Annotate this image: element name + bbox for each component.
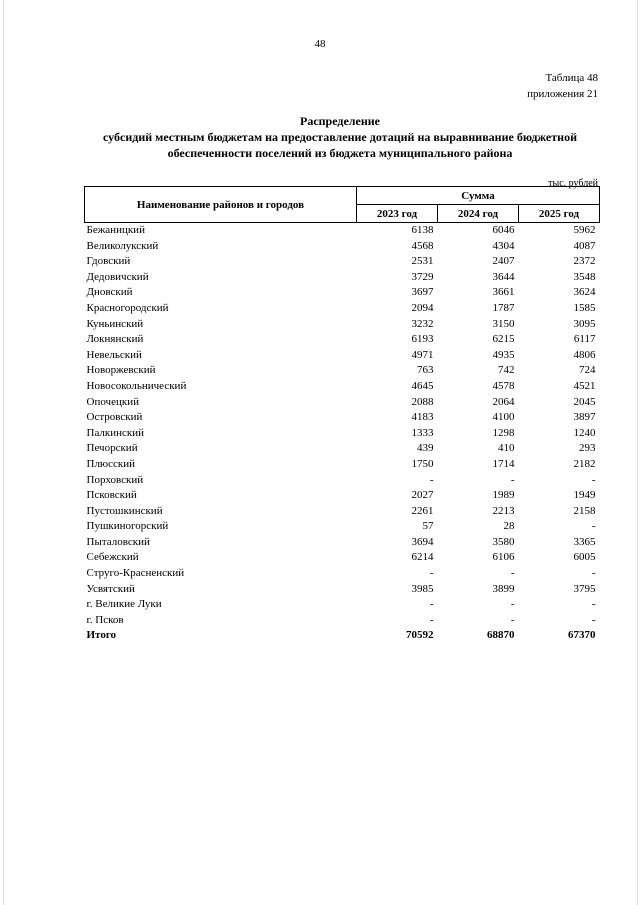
- amount-2023: -: [429, 598, 434, 611]
- amount-2024: -: [510, 567, 515, 580]
- table-row: [85, 473, 600, 489]
- district-name: Бежаницкий: [86, 224, 145, 236]
- amount-2024: -: [510, 613, 515, 626]
- amount-2024: 3644: [492, 270, 515, 283]
- amount-2023: -: [429, 613, 434, 626]
- amount-2024: 1989: [492, 489, 515, 502]
- amount-2025: 3095: [573, 317, 596, 330]
- amount-2024: 742: [498, 364, 515, 377]
- table-row: [85, 488, 600, 504]
- amount-2024: 2213: [492, 504, 515, 517]
- amount-2025: 2372: [573, 255, 596, 268]
- amount-2023: 4183: [411, 411, 434, 424]
- amount-2023: 70592: [406, 629, 434, 642]
- amount-2024: -: [510, 473, 515, 486]
- amount-2025: 67370: [568, 629, 596, 642]
- table-row: [85, 395, 600, 411]
- amount-2024: 68870: [487, 629, 515, 642]
- amount-2023: 3694: [411, 535, 434, 548]
- amount-2024: 2407: [492, 255, 515, 268]
- amount-2023: 2261: [411, 504, 434, 517]
- subsidy-table: [84, 186, 600, 644]
- amount-2023: 2531: [411, 255, 434, 268]
- amount-2024: 4100: [492, 411, 515, 424]
- amount-2024: 28: [503, 520, 515, 533]
- amount-2025: 6005: [573, 551, 596, 564]
- header-year-2025: 2025 год: [519, 205, 600, 223]
- table-row: [85, 457, 600, 473]
- district-name: Печорский: [86, 442, 138, 455]
- district-name: Порховский: [86, 473, 144, 486]
- amount-2023: 4568: [411, 239, 434, 252]
- amount-2025: 3548: [573, 270, 596, 283]
- total-row: [85, 628, 600, 644]
- amount-2025: 4087: [573, 239, 596, 252]
- amount-2024: 410: [498, 442, 515, 455]
- amount-2023: 2094: [411, 301, 434, 314]
- table-row: [85, 223, 600, 239]
- amount-2025: 6117: [573, 333, 596, 346]
- table-row: [85, 613, 600, 629]
- table-row: [85, 566, 600, 582]
- table-row: [85, 332, 600, 348]
- amount-2024: -: [510, 598, 515, 611]
- amount-2023: 6214: [411, 551, 434, 564]
- amount-2023: 3729: [411, 270, 434, 283]
- table-row: [85, 254, 600, 270]
- amount-2025: 2158: [573, 504, 596, 517]
- amount-2025: -: [591, 520, 596, 533]
- table-row: [85, 550, 600, 566]
- amount-2025: 2182: [573, 457, 596, 470]
- district-name: Локнянский: [86, 333, 144, 346]
- amount-2023: 2088: [411, 395, 434, 408]
- district-name: Плюсский: [86, 457, 136, 470]
- district-name: Пушкиногорский: [86, 520, 169, 533]
- amount-2025: 1240: [573, 426, 596, 439]
- amount-2025: 724: [579, 364, 596, 377]
- amount-2025: -: [591, 598, 596, 611]
- district-name: Новоржевский: [86, 364, 156, 377]
- amount-2025: 1585: [573, 301, 596, 314]
- table-row: [85, 379, 600, 395]
- amount-2024: 4304: [492, 239, 515, 252]
- header-name: Наименование районов и городов: [85, 187, 357, 223]
- table-row: [85, 317, 600, 333]
- amount-2025: 3795: [573, 582, 596, 595]
- district-name: Опочецкий: [86, 395, 139, 408]
- amount-2025: 4521: [573, 379, 596, 392]
- amount-2025: 5962: [573, 224, 596, 236]
- table-row: [85, 270, 600, 286]
- table-reference: [527, 70, 598, 102]
- district-name: Дновский: [86, 286, 133, 299]
- amount-2023: -: [429, 567, 434, 580]
- amount-2024: 6046: [492, 224, 515, 236]
- amount-2025: 2045: [573, 395, 596, 408]
- amount-2025: 4806: [573, 348, 596, 361]
- table-row: [85, 426, 600, 442]
- amount-2024: 2064: [492, 395, 515, 408]
- amount-2025: 1949: [573, 489, 596, 502]
- district-name: Гдовский: [86, 255, 131, 268]
- district-name: Пыталовский: [86, 535, 150, 548]
- amount-2024: 4578: [492, 379, 515, 392]
- header-year-2023: 2023 год: [357, 205, 438, 223]
- table-reference-line1: Таблица 48: [545, 72, 598, 84]
- title-line1: Распределение: [299, 114, 381, 128]
- amount-2023: 3985: [411, 582, 434, 595]
- document-title: [60, 113, 620, 161]
- district-name: г. Псков: [86, 613, 124, 626]
- amount-2025: 3624: [573, 286, 596, 299]
- table-row: [85, 410, 600, 426]
- district-name: Красногородский: [86, 301, 169, 314]
- amount-2025: 293: [579, 442, 596, 455]
- header-year-2024: 2024 год: [438, 205, 519, 223]
- table-body: [85, 223, 600, 645]
- amount-2023: 2027: [411, 489, 434, 502]
- amount-2025: -: [591, 613, 596, 626]
- amount-2024: 1298: [492, 426, 515, 439]
- district-name: Дедовичский: [86, 270, 149, 283]
- units-label: тыс. рублей: [548, 178, 598, 189]
- table-row: [85, 597, 600, 613]
- district-name: г. Великие Луки: [86, 598, 162, 611]
- amount-2024: 6215: [492, 333, 515, 346]
- amount-2023: 3232: [411, 317, 434, 330]
- district-name: Струго-Красненский: [86, 567, 185, 580]
- amount-2024: 3150: [492, 317, 515, 330]
- amount-2023: 57: [422, 520, 434, 533]
- amount-2023: 6193: [411, 333, 434, 346]
- table-row: [85, 363, 600, 379]
- scan-edge-left: [3, 0, 4, 905]
- district-name: Палкинский: [86, 426, 145, 439]
- table-row: [85, 535, 600, 551]
- district-name: Великолукский: [86, 239, 159, 252]
- amount-2024: 3899: [492, 582, 515, 595]
- amount-2025: -: [591, 567, 596, 580]
- district-name: Островский: [86, 411, 143, 424]
- district-name: Невельский: [86, 348, 142, 361]
- amount-2024: 1787: [492, 301, 515, 314]
- amount-2024: 4935: [492, 348, 515, 361]
- district-name: Себежский: [86, 551, 139, 564]
- amount-2023: 439: [417, 442, 434, 455]
- table-row: [85, 582, 600, 598]
- table-row: [85, 348, 600, 364]
- amount-2024: 6106: [492, 551, 515, 564]
- table-row: [85, 519, 600, 535]
- amount-2023: 1750: [411, 457, 434, 470]
- district-name: Псковский: [86, 489, 137, 502]
- amount-2023: 4971: [411, 348, 434, 361]
- page-number: 48: [314, 38, 326, 50]
- district-name: Куньинский: [86, 317, 144, 330]
- amount-2023: 3697: [411, 286, 434, 299]
- table-row: [85, 285, 600, 301]
- district-name: Усвятский: [86, 582, 135, 595]
- amount-2024: 3661: [492, 286, 515, 299]
- amount-2023: 763: [417, 364, 434, 377]
- table-reference-line2: приложения 21: [527, 88, 598, 100]
- district-name: Новосокольнический: [86, 379, 187, 392]
- title-line3: обеспеченности поселений из бюджета муниципального района: [167, 146, 513, 160]
- scan-edge-right: [637, 0, 638, 905]
- amount-2025: 3897: [573, 411, 596, 424]
- title-line2: субсидий местным бюджетам на предоставление дотаций на выравнивание бюджетной: [103, 130, 577, 144]
- header-sum: Сумма: [357, 187, 600, 205]
- amount-2023: -: [429, 473, 434, 486]
- district-name: Итого: [86, 629, 117, 642]
- amount-2023: 4645: [411, 379, 434, 392]
- table-row: [85, 441, 600, 457]
- amount-2024: 1714: [492, 457, 515, 470]
- table-row: [85, 239, 600, 255]
- amount-2025: -: [591, 473, 596, 486]
- amount-2023: 6138: [411, 224, 434, 236]
- amount-2025: 3365: [573, 535, 596, 548]
- table-row: [85, 504, 600, 520]
- district-name: Пустошкинский: [86, 504, 163, 517]
- amount-2024: 3580: [492, 535, 515, 548]
- table-row: [85, 301, 600, 317]
- amount-2023: 1333: [411, 426, 434, 439]
